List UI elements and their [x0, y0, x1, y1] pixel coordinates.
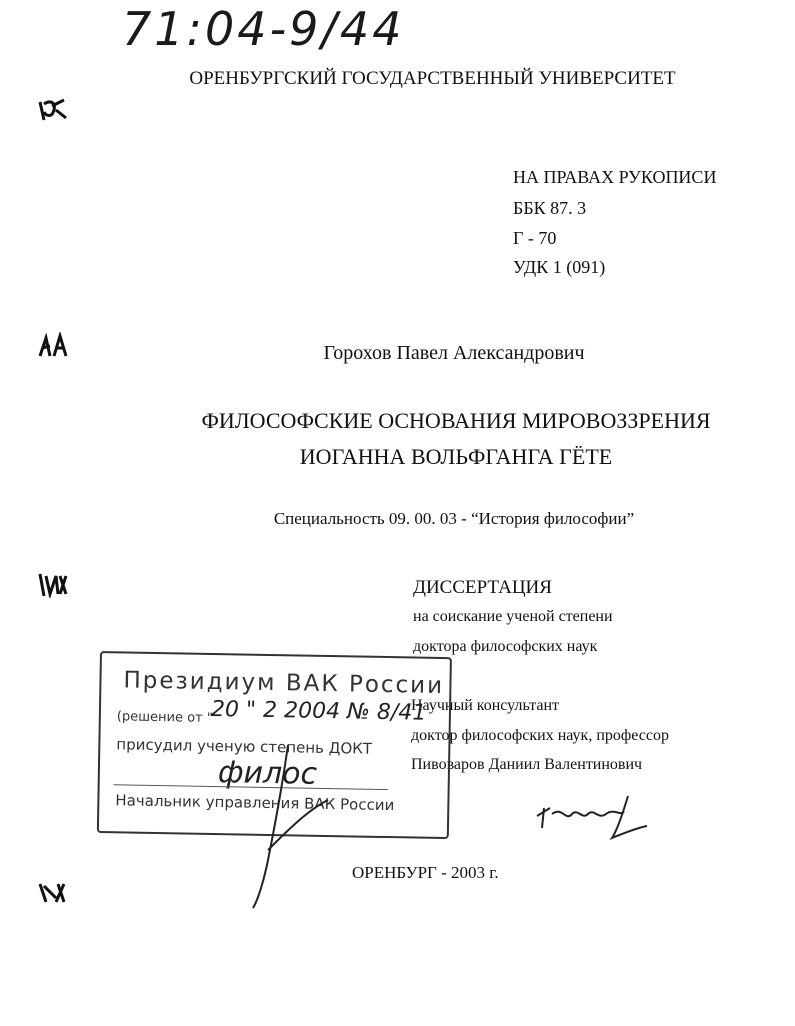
- margin-mark-icon: [36, 332, 70, 360]
- margin-mark-icon: [36, 570, 70, 598]
- university-name: ОРЕНБУРГСКИЙ ГОСУДАРСТВЕННЫЙ УНИВЕРСИТЕТ: [189, 68, 676, 89]
- archive-number: 71:04-9/44: [122, 2, 405, 56]
- title-line-2: ИОГАННА ВОЛЬФГАНГА ГЁТЕ: [299, 444, 613, 469]
- stamp-title: Президиум ВАК России: [123, 667, 445, 700]
- dissertation-type: ДИССЕРТАЦИЯ: [413, 577, 552, 598]
- stamp-signature: [228, 740, 338, 910]
- stamp-decision-label: (решение от ": [116, 709, 213, 726]
- stamp-degree-label: присудил ученую степень ДОКТ: [116, 735, 373, 758]
- consultant-signature: [532, 786, 652, 846]
- specialty: Специальность 09. 00. 03 - “История философии”: [273, 509, 635, 528]
- consultant-degree: доктор философских наук, профессор: [411, 727, 669, 744]
- stamp-head-label: Начальник управления ВАК России: [115, 791, 395, 815]
- consultant-label: Научный консультант: [411, 697, 559, 714]
- manuscript-rights: НА ПРАВАХ РУКОПИСИ: [513, 167, 717, 187]
- dissertation-purpose: на соискание ученой степени: [413, 608, 613, 625]
- bbk-code: ББК 87. 3: [513, 198, 587, 218]
- title-line-1: ФИЛОСОФСКИЕ ОСНОВАНИЯ МИРОВОЗЗРЕНИЯ: [201, 408, 711, 433]
- udk-code: УДК 1 (091): [513, 257, 606, 277]
- city-year: ОРЕНБУРГ - 2003 г.: [352, 863, 499, 882]
- dissertation-degree: доктора философских наук: [413, 638, 598, 655]
- stamp-decision-handwriting: 20 " 2 2004 № 8/41: [210, 696, 427, 726]
- consultant-name: Пивоваров Даниил Валентинович: [411, 756, 643, 773]
- margin-mark-icon: [36, 96, 70, 124]
- author-name: Горохов Павел Александрович: [323, 342, 585, 364]
- author-sign: Г - 70: [513, 228, 557, 248]
- margin-mark-icon: [36, 878, 70, 906]
- stamp-field-handwriting: филос: [217, 755, 318, 792]
